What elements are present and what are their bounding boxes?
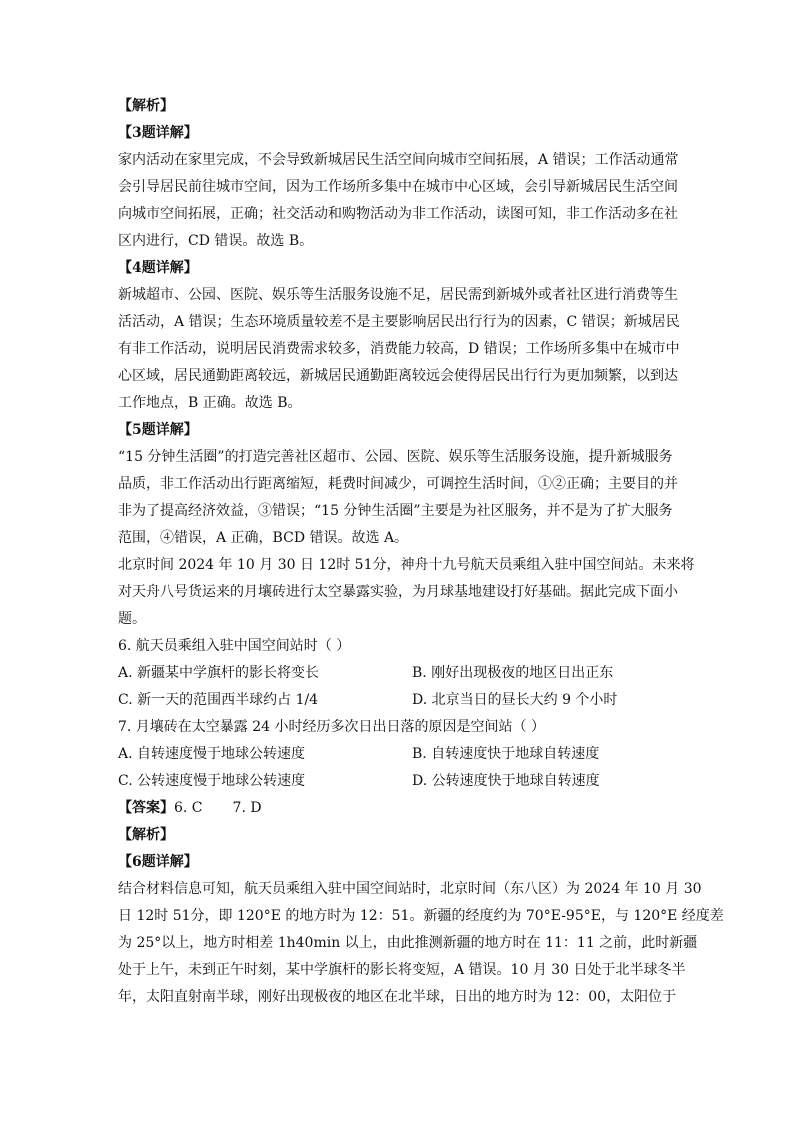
passage-line: 北京时间 2024 年 10 月 30 日 12时 51分，神舟十九号航天员乘组入驻中国空间站。未来将 — [118, 557, 695, 573]
q4-text-line: 心区域，居民通勤距离较远，新城居民通勤距离较远会使得居民出行行为更加频繁，以到达 — [118, 368, 678, 384]
q6-text-line: 结合材料信息可知，航天员乘组入驻中国空间站时，北京时间（东八区）为 2024 年 10 月 30 — [118, 881, 702, 897]
q7-option-d: D. 公转速度快于地球自转速度 — [412, 773, 600, 789]
q6-text-line: 年，太阳直射南半球，刚好出现极夜的地区在北半球，日出的地方时为 12：00，太阳位于 — [118, 989, 677, 1005]
analysis-heading: 【解析】 — [118, 98, 174, 114]
q3-text-line: 家内活动在家里完成，不会导致新城居民生活空间向城市空间拓展，A 错误；工作活动通常 — [118, 152, 679, 168]
q6-text-line: 为 25°以上，地方时相差 1h40min 以上，由此推测新疆的地方时在 11：11 之前，此时新疆 — [118, 935, 698, 951]
q7-option-c: C. 公转速度慢于地球公转速度 — [118, 773, 306, 789]
q6-option-c: C. 新一天的范围西半球约占 1/4 — [118, 692, 319, 708]
q6-options-row — [118, 660, 678, 687]
q6-option-d: D. 北京当日的昼长大约 9 个小时 — [412, 692, 618, 708]
q4-text-line: 工作地点，B 正确。故选 B。 — [118, 395, 302, 411]
q5-heading: 【5题详解】 — [118, 422, 198, 438]
q7-option-b: B. 自转速度快于地球自转速度 — [412, 746, 600, 762]
analysis-heading-2: 【解析】 — [118, 827, 174, 843]
q7-stem: 7. 月壤砖在太空暴露 24 小时经历多次日出日落的原因是空间站（ ） — [118, 719, 545, 735]
answer-tag: 【答案】 — [118, 800, 174, 816]
q5-text-line: 非为了提高经济效益，③错误；“15 分钟生活圈”主要是为社区服务，并不是为了扩大服务 — [118, 503, 673, 519]
q6-text-line: 处于上午，未到正午时刻，某中学旗杆的影长将变短，A 错误。10 月 30 日处于北半球冬半 — [118, 962, 686, 978]
q6-options-row — [118, 687, 678, 714]
answer-line — [118, 795, 678, 822]
passage-line: 对天舟八号货运来的月壤砖进行太空暴露实验，为月球基地建设打好基础。据此完成下面小 — [118, 584, 678, 600]
q6-heading: 【6题详解】 — [118, 854, 198, 870]
q6-text-line: 日 12时 51分，即 120°E 的地方时为 12：51。新疆的经度约为 70°E-95°E，与 120°E 经度差 — [118, 908, 724, 924]
q4-text-line: 有非工作活动，说明居民消费需求较多，消费能力较高，D 错误；工作场所多集中在城市中 — [118, 341, 680, 357]
answer-7: 7. D — [232, 800, 262, 816]
q7-option-a: A. 自转速度慢于地球公转速度 — [118, 746, 306, 762]
q6-option-a: A. 新疆某中学旗杆的影长将变长 — [118, 665, 320, 681]
document-page — [118, 93, 724, 1011]
q4-heading: 【4题详解】 — [118, 260, 198, 276]
q4-text-line: 新城超市、公园、医院、娱乐等生活服务设施不足，居民需到新城外或者社区进行消费等生 — [118, 287, 678, 303]
q6-stem: 6. 航天员乘组入驻中国空间站时（ ） — [118, 638, 351, 654]
passage-line: 题。 — [118, 611, 146, 627]
q3-text-line: 向城市空间拓展，正确；社交活动和购物活动为非工作活动，读图可知，非工作活动多在社 — [118, 206, 678, 222]
q5-text-line: “15 分钟生活圈”的打造完善社区超市、公园、医院、娱乐等生活服务设施，提升新城服务 — [118, 449, 673, 465]
q4-text-line: 活活动，A 错误；生态环境质量较差不是主要影响居民出行行为的因素，C 错误；新城居民 — [118, 314, 680, 330]
q5-text-line: 品质，非工作活动出行距离缩短，耗费时间减少，可调控生活时间，①②正确；主要目的并 — [118, 476, 678, 492]
q3-text-line: 会引导居民前往城市空间，因为工作场所多集中在城市中心区域，会引导新城居民生活空间 — [118, 179, 678, 195]
answer-6: 6. C — [174, 800, 203, 816]
q5-text-line: 范围，④错误，A 正确，BCD 错误。故选 A。 — [118, 530, 409, 546]
q7-options-row — [118, 741, 678, 768]
q7-options-row — [118, 768, 678, 795]
q3-text-line: 区内进行，CD 错误。故选 B。 — [118, 233, 314, 249]
q6-option-b: B. 刚好出现极夜的地区日出正东 — [412, 665, 614, 681]
q3-heading: 【3题详解】 — [118, 125, 198, 141]
